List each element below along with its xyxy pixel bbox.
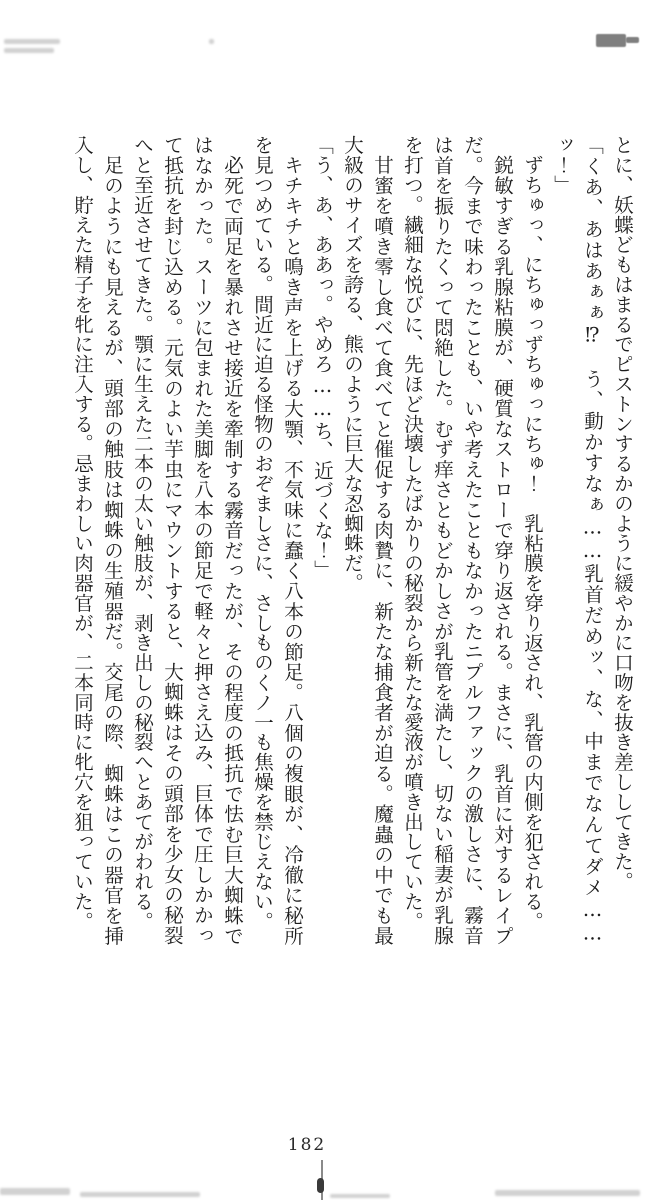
scan-artifact-top-dot [209,39,214,44]
binding-crease-blob [317,1178,324,1193]
scan-artifact-top-left-2 [4,48,54,53]
scan-artifact-bottom-left [80,1192,200,1197]
scan-artifact-bottom-center [330,1194,390,1198]
page-number: 182 [287,1135,327,1155]
scan-artifact-bottom-right [495,1190,640,1196]
paragraph: 足のようにも見えるが、頭部の触肢は蜘蛛の生殖器だ。交尾の際、蜘蛛はこの器官を挿入し、貯えた精子を牝に注入する。忌まわしい肉器官が、二本同時に牝穴を狙っていた。 [71,135,124,945]
scan-artifact-bottom-left-corner [0,1188,70,1195]
paragraph: とに、妖蝶どもはまるでピストンするかのように緩やかに口吻を抜き差ししてきた。 [611,135,634,892]
text-block [71,135,637,945]
paragraph: 必死で両足を暴れさせ接近を牽制する霧音だったが、その程度の抵抗で怯む巨大蜘蛛ではなかった。スーツに包まれた美脚を八本の節足で軽々と押さえ込み、巨体で圧しかかって抵抗を封じ込める。元気のよい芋虫にマウントすると、大蜘蛛はその頭部を少女の秘裂へと至近させてきた。顎に生えた二本の太い触肢が、剥き出しの秘裂へとあてがわれる。 [131,135,244,945]
paragraph: 甘蜜を噴き零し食べて食べてと催促する肉贄に、新たな捕食者が迫る。魔蟲の中でも最大級のサイズを誇る、熊のように巨大な忍蜘蛛だ。 [341,135,394,945]
scan-artifact-top-right [596,34,626,47]
paragraph: 鋭敏すぎる乳腺粘膜が、硬質なストローで穿り返される。まさに、乳首に対するレイプだ。今まで味わったことも、いや考えたこともなかったニプルファックの激しさに、霧音は首を振りたくって悶絶した。むず痒さともどかしさが乳管を満たし、切ない稲妻が乳腺を打つ。繊細な悦びに、先ほど決壊したばかりの秘裂から新たな愛液が噴き出していた。 [401,135,514,945]
paragraph: 「くあ、あはあぁぁ⁉ う、動かすなぁ……乳首だめッ、な、中までなんてダメ……ッ！」 [551,135,604,945]
paragraph: キチキチと鳴き声を上げる大顎、不気味に蠢く八本の節足。八個の複眼が、冷徹に秘所を見つめている。間近に迫る怪物のおぞましさに、さしものくノ一も焦燥を禁じえない。 [251,135,304,945]
scan-artifact-top-right-dash [626,37,639,43]
scan-artifact-top-left [4,39,60,44]
paragraph: 「う、あ、ああっ。やめろ……ち、近づくな！」 [311,135,334,580]
paragraph: ずちゅっ、にちゅっずちゅっにちゅ！ 乳粘膜を穿り返され、乳管の内側を犯される。 [521,154,544,931]
